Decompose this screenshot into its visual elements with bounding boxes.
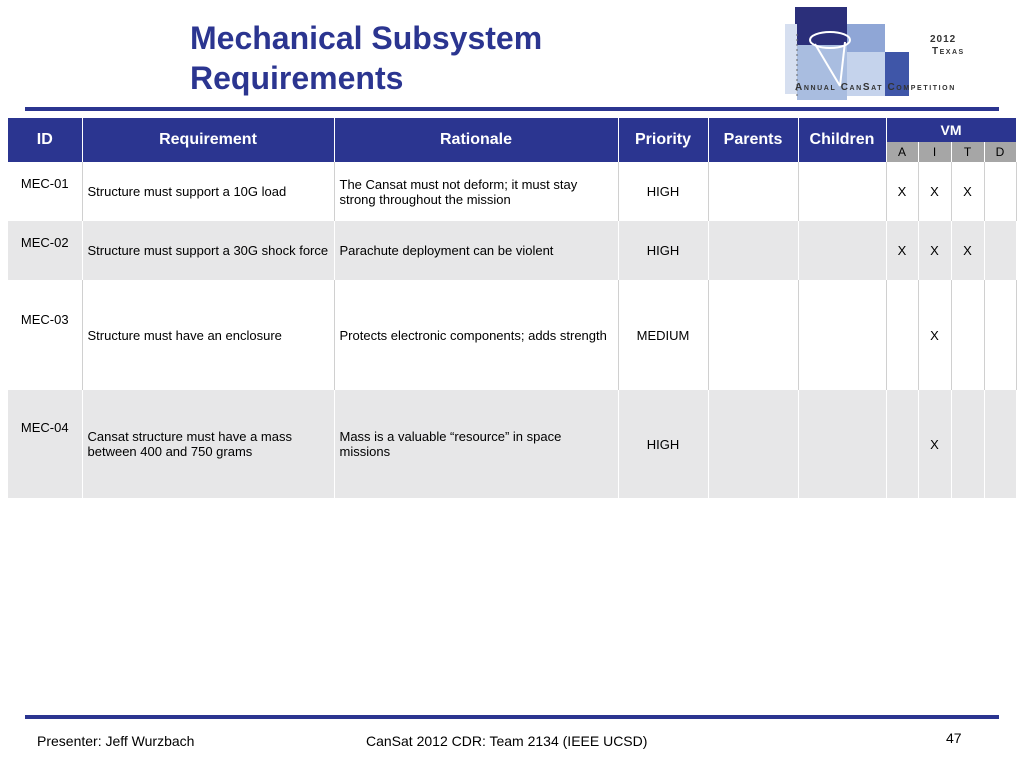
cell-rationale: Protects electronic components; adds strength	[334, 280, 618, 390]
cell-id: MEC-01	[8, 162, 82, 221]
cell-parents	[708, 390, 798, 498]
cell-children	[798, 280, 886, 390]
footer-divider	[25, 715, 999, 719]
cell-vm-t	[951, 280, 984, 390]
cell-rationale: The Cansat must not deform; it must stay strong throughout the mission	[334, 162, 618, 221]
cell-children	[798, 221, 886, 280]
table-row	[8, 390, 1016, 498]
cell-requirement: Structure must support a 10G load	[82, 162, 334, 221]
cell-vm-a	[886, 280, 918, 390]
cell-priority: MEDIUM	[618, 280, 708, 390]
header-priority: Priority	[618, 118, 708, 162]
title-line-1: Mechanical Subsystem	[190, 20, 543, 56]
cell-requirement: Cansat structure must have a mass between 400 and 750 grams	[82, 390, 334, 498]
cell-vm-d	[984, 280, 1016, 390]
title-line-2: Requirements	[190, 60, 404, 96]
cell-vm-t: X	[951, 162, 984, 221]
cell-priority: HIGH	[618, 162, 708, 221]
page-number: 47	[946, 730, 962, 746]
header-children: Children	[798, 118, 886, 162]
footer-team: CanSat 2012 CDR: Team 2134 (IEEE UCSD)	[366, 733, 648, 749]
cell-vm-a: X	[886, 221, 918, 280]
cell-vm-a: X	[886, 162, 918, 221]
header-vm: VM	[886, 118, 1016, 142]
cell-vm-i: X	[918, 280, 951, 390]
cell-children	[798, 162, 886, 221]
cell-id: MEC-02	[8, 221, 82, 280]
cell-vm-d	[984, 221, 1016, 280]
header-vm-a: A	[886, 142, 918, 162]
cell-requirement: Structure must support a 30G shock force	[82, 221, 334, 280]
cell-vm-i: X	[918, 390, 951, 498]
title-divider	[25, 107, 999, 111]
cell-vm-t	[951, 390, 984, 498]
cell-id: MEC-03	[8, 280, 82, 390]
cell-vm-t: X	[951, 221, 984, 280]
table-row	[8, 162, 1016, 221]
cell-vm-d	[984, 390, 1016, 498]
logo-name: Annual CanSat Competition	[795, 82, 956, 93]
cell-vm-d	[984, 162, 1016, 221]
footer-presenter: Presenter: Jeff Wurzbach	[37, 733, 195, 749]
cell-vm-a	[886, 390, 918, 498]
cell-parents	[708, 280, 798, 390]
header-vm-t: T	[951, 142, 984, 162]
cell-parents	[708, 162, 798, 221]
header-requirement: Requirement	[82, 118, 334, 162]
page-title	[190, 18, 610, 98]
header-parents: Parents	[708, 118, 798, 162]
logo-state: Texas	[932, 46, 965, 57]
cell-requirement: Structure must have an enclosure	[82, 280, 334, 390]
requirements-table	[8, 118, 1017, 498]
cell-priority: HIGH	[618, 221, 708, 280]
cell-vm-i: X	[918, 221, 951, 280]
cell-id: MEC-04	[8, 390, 82, 498]
cell-rationale: Parachute deployment can be violent	[334, 221, 618, 280]
header-row	[8, 118, 1016, 142]
table-row	[8, 280, 1016, 390]
header-id: ID	[8, 118, 82, 162]
logo-year: 2012	[930, 34, 957, 45]
table-row	[8, 221, 1016, 280]
cell-children	[798, 390, 886, 498]
cell-parents	[708, 221, 798, 280]
cell-rationale: Mass is a valuable “resource” in space missions	[334, 390, 618, 498]
header-vm-d: D	[984, 142, 1016, 162]
cell-vm-i: X	[918, 162, 951, 221]
cell-priority: HIGH	[618, 390, 708, 498]
header-vm-i: I	[918, 142, 951, 162]
header-rationale: Rationale	[334, 118, 618, 162]
